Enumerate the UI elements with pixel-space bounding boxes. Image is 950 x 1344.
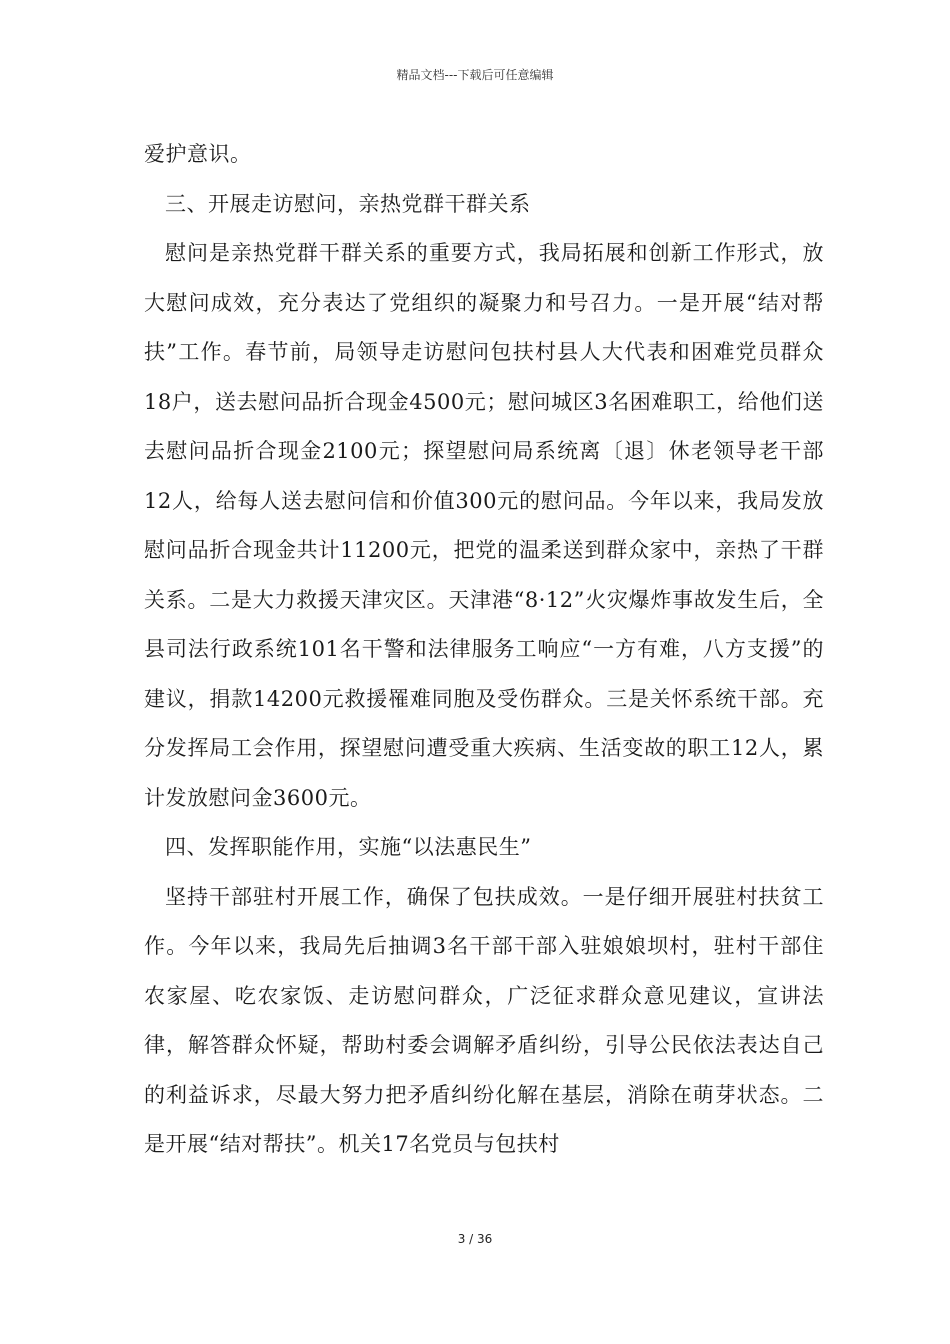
section-heading-4: 四、发挥职能作用，实施“以法惠民生” [165,835,532,859]
page-number: 3 / 36 [457,1232,493,1246]
document-body [144,130,824,1170]
paragraph-visits: 慰问是亲热党群干群关系的重要方式，我局拓展和创新工作形式，放大慰问成效，充分表达了党组织的凝聚力和号召力。一是开展“结对帮扶”工作。春节前，局领导走访慰问包扶村县人大代表和困难党员群众18户，送去慰问品折合现金4500元；慰问城区3名困难职工，给他们送去慰问品折合现金2100元；探望慰问局系统离〔退〕休老领导老干部12人，给每人送去慰问信和价值300元的慰问品。今年以来，我局发放慰问品折合现金共计11200元，把党的温柔送到群众家中，亲热了干群关系。二是大力救援天津灾区。天津港“8·12”火灾爆炸事故发生后，全县司法行政系统101名干警和法律服务工响应“一方有难，八方支援”的建议，捐款14200元救援罹难同胞及受伤群众。三是关怀系统干部。充分发挥局工会作用，探望慰问遭受重大疾病、生活变故的职工12人，累计发放慰问金3600元。 [144,241,824,810]
page-header: 精品文档---下载后可任意编辑 [396,68,554,82]
section-heading-3: 三、开展走访慰问，亲热党群干群关系 [165,191,531,216]
paragraph-village-work: 坚持干部驻村开展工作，确保了包扶成效。一是仔细开展驻村扶贫工作。今年以来，我局先后抽调3名干部干部入驻娘娘坝村，驻村干部住农家屋、吃农家饭、走访慰问群众，广泛征求群众意见建议，宣讲法律，解答群众怀疑，帮助村委会调解矛盾纠纷，引导公民依法表达自己的利益诉求，尽最大努力把矛盾纠纷化解在基层，消除在萌芽状态。二是开展“结对帮扶”。机关17名党员与包扶村 [144,884,824,1156]
paragraph-continued: 爱护意识。 [144,142,252,166]
